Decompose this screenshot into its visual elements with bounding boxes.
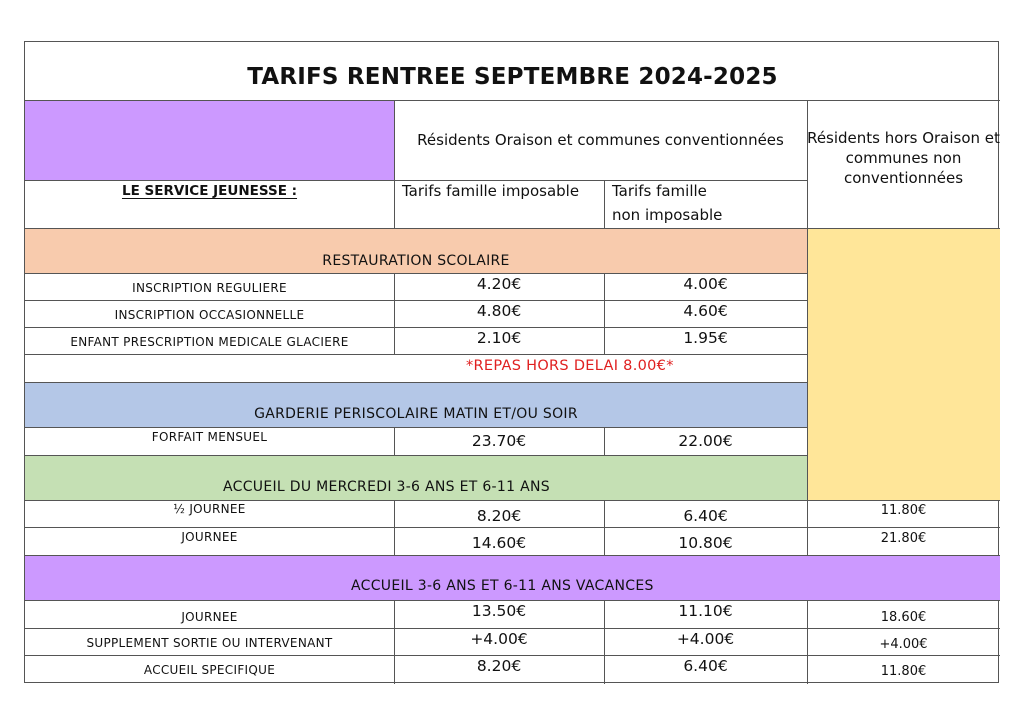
price-imposable: 13.50€ — [471, 602, 527, 620]
price-non-imposable: 11.10€ — [678, 602, 733, 620]
repas-hors-delai-note: *REPAS HORS DELAI 8.00€* — [466, 358, 674, 374]
header-residents: Résidents Oraison et communes conventionnées — [417, 131, 784, 149]
price-hors: 11.80€ — [880, 502, 927, 518]
price-hors: 18.60€ — [880, 609, 927, 625]
price-non-imposable: 10.80€ — [678, 534, 733, 552]
price-imposable: +4.00€ — [470, 630, 528, 648]
price-non-imposable: +4.00€ — [676, 630, 735, 648]
price-non-imposable: 4.00€ — [683, 275, 728, 293]
price-imposable: 4.80€ — [476, 302, 522, 320]
header-purple-fill — [25, 100, 394, 180]
page-title: TARIFS RENTREE SEPTEMBRE 2024-2025 — [247, 64, 778, 90]
price-hors: +4.00€ — [879, 637, 928, 652]
row-label: FORFAIT MENSUEL — [151, 430, 268, 444]
row-label: ENFANT PRESCRIPTION MEDICALE GLACIERE — [70, 334, 349, 349]
price-non-imposable: 6.40€ — [683, 506, 728, 525]
section-garderie-title: GARDERIE PERISCOLAIRE MATIN ET/OU SOIR — [254, 406, 578, 422]
row-label: ACCUEIL SPECIFIQUE — [143, 662, 276, 677]
section-vacances-title: ACCUEIL 3-6 ANS ET 6-11 ANS VACANCES — [351, 578, 654, 594]
row-label: INSCRIPTION OCCASIONNELLE — [114, 307, 305, 322]
price-non-imposable: 4.60€ — [683, 302, 728, 320]
price-non-imposable: 22.00€ — [678, 432, 733, 450]
header-hors-oraison: Résidents hors Oraison et communes non conventionnées — [807, 129, 1000, 187]
row-label: SUPPLEMENT SORTIE OU INTERVENANT — [86, 635, 333, 650]
price-imposable: 4.20€ — [476, 275, 522, 293]
tarifs-table — [24, 41, 999, 683]
row-label: ½ JOURNEE — [173, 502, 246, 516]
section-mercredi-title: ACCUEIL DU MERCREDI 3-6 ANS ET 6-11 ANS — [223, 478, 550, 495]
row-label: JOURNEE — [181, 530, 238, 544]
price-non-imposable: 6.40€ — [683, 657, 728, 675]
hors-yellow-fill — [807, 228, 1000, 500]
price-imposable: 8.20€ — [476, 506, 522, 525]
header-non-imposable: Tarifs famille non imposable — [612, 182, 723, 224]
header-imposable: Tarifs famille imposable — [402, 182, 580, 200]
service-jeunesse-label: LE SERVICE JEUNESSE : — [121, 183, 298, 199]
price-non-imposable: 1.95€ — [683, 329, 728, 347]
price-imposable: 8.20€ — [476, 657, 522, 675]
row-label: INSCRIPTION REGULIERE — [132, 280, 287, 295]
row-label: JOURNEE — [181, 610, 238, 624]
price-imposable: 23.70€ — [471, 432, 527, 450]
price-hors: 21.80€ — [880, 530, 927, 546]
section-restauration-title: RESTAURATION SCOLAIRE — [322, 252, 510, 269]
price-hors: 11.80€ — [880, 664, 927, 679]
price-imposable: 14.60€ — [471, 534, 527, 552]
price-imposable: 2.10€ — [476, 329, 522, 347]
